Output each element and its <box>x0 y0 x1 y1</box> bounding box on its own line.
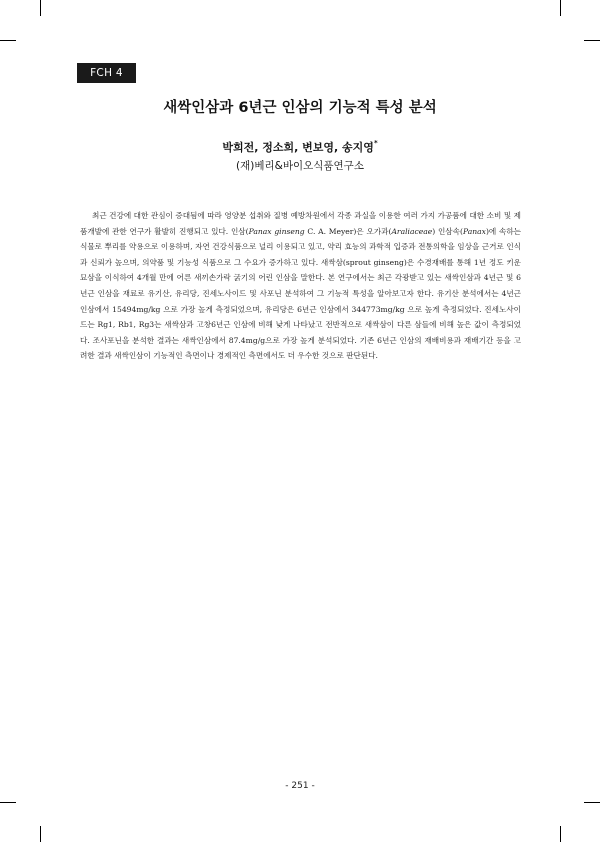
crop-mark <box>584 40 600 41</box>
crop-mark <box>40 826 41 842</box>
abstract-text: C. A. Meyer)은 오가과( <box>304 226 392 236</box>
author-names: 박희전, 정소희, 변보영, 송지영 <box>222 141 374 154</box>
crop-mark <box>40 0 41 16</box>
crop-mark <box>560 0 561 16</box>
session-tag: FCH 4 <box>77 63 136 83</box>
abstract-text: 최근 건강에 대한 관심이 증대됨에 따라 영양분 섭취와 질병 예방차원에서 각종 과실을 이용한 여러 가지 가공품에 대한 소비 및 제품개발에 관한 연구가 활발히 진행되고 있다. 인삼( <box>80 211 521 236</box>
affiliation: (재)베리&바이오식품연구소 <box>236 160 364 172</box>
crop-mark <box>0 40 16 41</box>
abstract-body <box>80 208 521 364</box>
paper-title: 새싹인삼과 6년근 인삼의 기능적 특성 분석 <box>163 100 437 116</box>
abstract-text: ) 인삼속( <box>432 226 463 236</box>
abstract-text: )에 속하는 식물로 뿌리를 약용으로 이용하며, 자연 건강식품으로 널리 이용되고 있고, 약리 효능의 과학적 입증과 전통의학을 임상을 근거로 인식과 신뢰가 높으며, 의약품 및 기능성 식품으로 그 수요가 증가하고 있다. 새싹삼(sprout ginseng)은 수경재배를 통해 1년 정도 키운 묘삼을 이식하여 4개월 만에 어른 새끼손가락 굵기의 어린 인삼을 말한다. 본 연구에서는 최근 각광받고 있는 새싹인삼과 4년근 및 6년근 인삼을 재료로 유기산, 유리당, 진세노사이드 및 사포닌 분석하여 그 기능적 특성을 알아보고자 한다. 유기산 분석에서는 4년근 인삼에서 15494mg/kg 으로 가장 높게 측정되었으며, 유리당은 6년근 인삼에서 344773mg/kg 으로 높게 측정되었다. 진세노사이드는 Rg1, Rb1, Rg3는 새싹삼과 고창6년근 인삼에 비해 낮게 나타났고 전반적으로 새싹삼이 다른 삼들에 비해 높은 값이 측정되었다. 조사포닌을 분석한 결과는 새싹인삼에서 87.4mg/g으로 가장 높게 분석되었다. 기존 6년근 인삼의 재배비용과 재배기간 등을 고려한 결과 새싹인삼이 기능적인 측면이나 경제적인 측면에서도 더 우수한 것으로 판단된다. <box>80 226 521 361</box>
family-name: Araliaceae <box>391 226 433 236</box>
author-list <box>0 139 600 155</box>
page-number: - 251 - <box>285 781 315 791</box>
corresponding-author-mark: * <box>373 139 378 147</box>
crop-mark <box>560 826 561 842</box>
genus-name: Panax <box>462 226 486 236</box>
crop-mark <box>0 802 16 803</box>
species-name: Panax ginseng <box>248 226 305 236</box>
crop-mark <box>584 802 600 803</box>
